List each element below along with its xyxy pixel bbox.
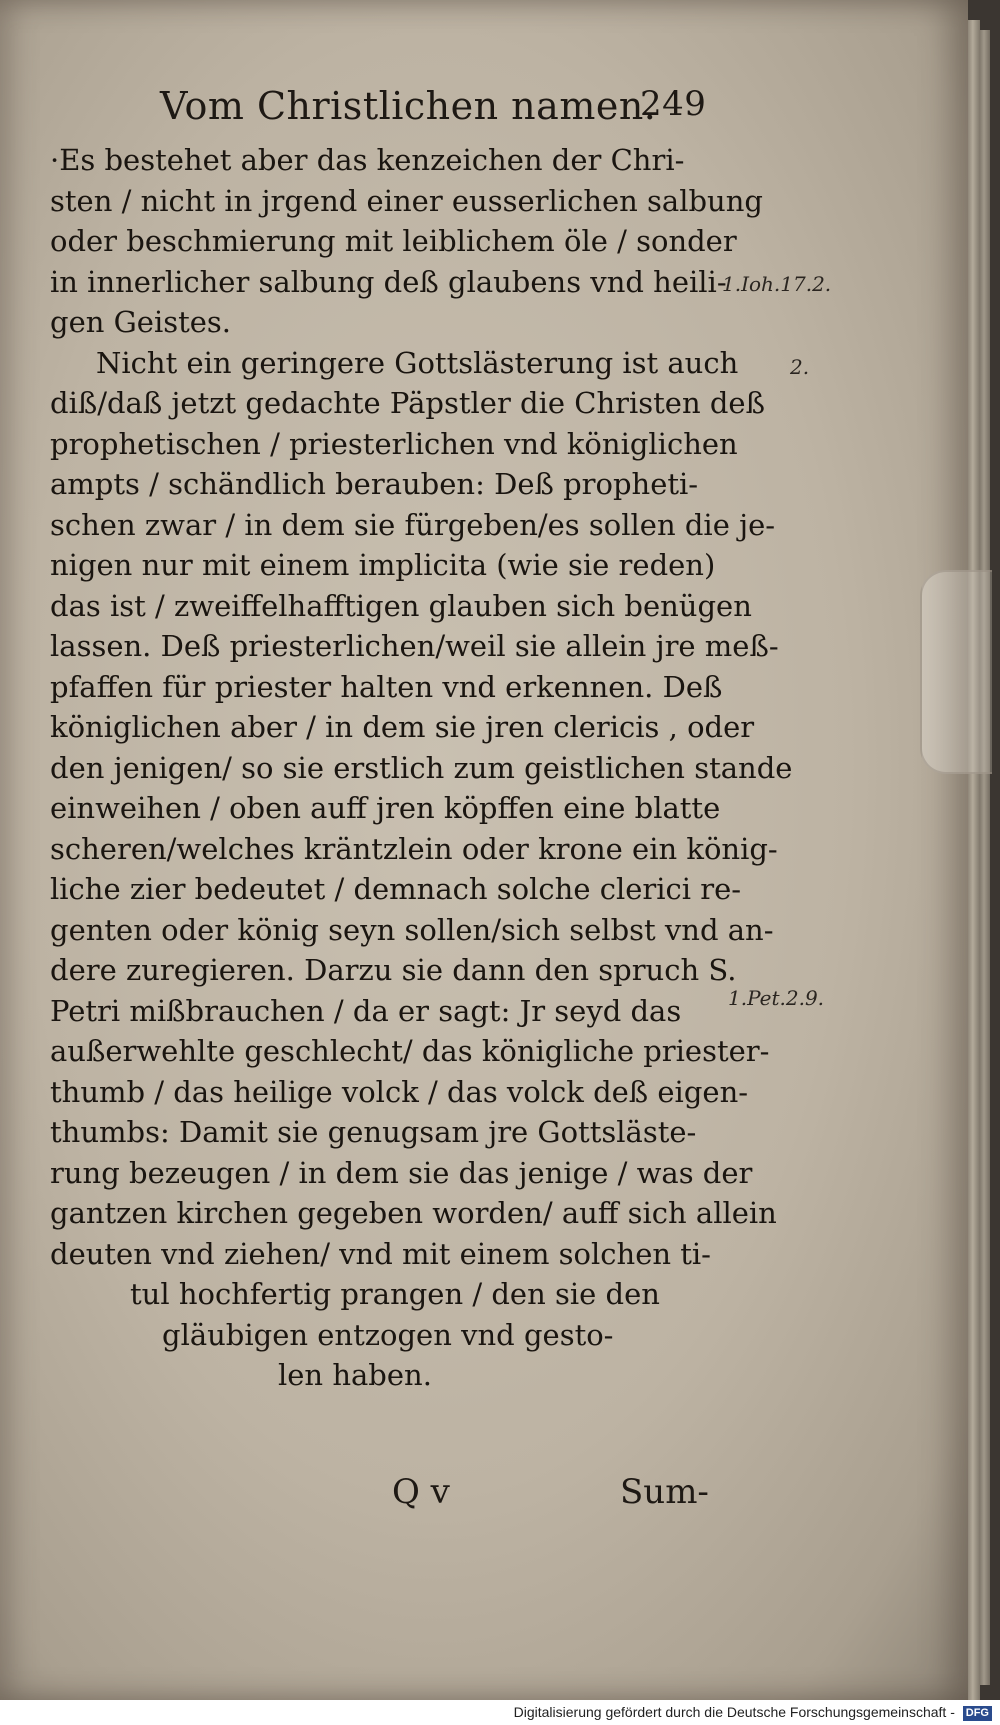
- text-line: königlichen aber / in dem sie jren clericis , oder: [50, 710, 755, 744]
- text-line: thumb / das heilige volck / das volck deß eigen-: [50, 1074, 749, 1109]
- text-line: einweihen / oben auff jren köpffen eine blatte: [50, 791, 721, 825]
- text-line: scheren/welches kräntzlein oder krone ein könig-: [50, 831, 778, 866]
- text-line: ampts / schändlich berauben: Deß propheti-: [50, 467, 699, 501]
- text-line: gantzen kirchen gegeben worden/ auff sich allein: [50, 1196, 777, 1230]
- text-line: deuten vnd ziehen/ vnd mit einem solchen ti-: [50, 1236, 711, 1271]
- digitization-footer: [0, 1700, 1000, 1725]
- page-number: 249: [640, 84, 707, 124]
- catchword: Sum-: [620, 1472, 709, 1512]
- running-header: [160, 84, 720, 128]
- margin-reference: 1.Ioh.17.2.: [722, 272, 832, 296]
- footer-credit: Digitalisierung gefördert durch die Deutsche Forschungsgemeinschaft -: [513, 1704, 955, 1720]
- text-line: genten oder könig seyn sollen/sich selbst vnd an-: [50, 912, 774, 947]
- running-title: Vom Christlichen namen.: [160, 84, 657, 128]
- text-line: Petri mißbrauchen / da er sagt: Jr seyd das: [50, 993, 682, 1028]
- text-line: dere zuregieren. Darzu sie dann den spruch S.: [50, 953, 737, 987]
- text-line: den jenigen/ so sie erstlich zum geistlichen stande: [50, 750, 793, 785]
- margin-reference: 1.Pet.2.9.: [728, 986, 825, 1010]
- margin-number: 2.: [790, 355, 810, 379]
- text-line: prophetischen / priesterlichen vnd königlichen: [50, 426, 738, 461]
- text-line: rung bezeugen / in dem sie das jenige / was der: [50, 1155, 753, 1190]
- text-line: Nicht ein geringere Gottslästerung ist auch: [96, 345, 739, 380]
- text-line: diß/daß jetzt gedachte Päpstler die Christen deß: [50, 386, 765, 420]
- text-line: liche zier bedeutet / demnach solche clerici re-: [50, 872, 742, 906]
- text-line: tul hochfertig prangen / den sie den: [130, 1277, 660, 1311]
- text-line: schen zwar / in dem sie fürgeben/es sollen die je-: [50, 507, 776, 542]
- page-edge: [980, 30, 990, 1685]
- text-line: thumbs: Damit sie genugsam jre Gottsläste-: [50, 1115, 697, 1149]
- page-tab-marker: [920, 570, 992, 774]
- text-line: gen Geistes.: [50, 305, 232, 339]
- text-line: lassen. Deß priesterlichen/weil sie allein jre meß-: [50, 629, 779, 663]
- text-line: gläubigen entzogen vnd gesto-: [162, 1317, 614, 1352]
- text-line: in innerlicher salbung deß glaubens vnd heili-: [50, 264, 727, 299]
- signature-mark: Q v: [392, 1472, 450, 1512]
- text-line: außerwehlte geschlecht/ das königliche priester-: [50, 1034, 770, 1068]
- text-line: pfaffen für priester halten vnd erkennen. Deß: [50, 669, 723, 704]
- text-line: nigen nur mit einem implicita (wie sie reden): [50, 548, 716, 582]
- text-line: len haben.: [278, 1358, 432, 1392]
- text-line: oder beschmierung mit leiblichem öle / sonder: [50, 224, 737, 258]
- text-line: ·Es bestehet aber das kenzeichen der Chri-: [50, 143, 685, 177]
- text-line: sten / nicht in jrgend einer eusserlichen salbung: [50, 183, 763, 218]
- text-line: das ist / zweiffelhafftigen glauben sich benügen: [50, 588, 752, 623]
- page-edge: [968, 20, 980, 1700]
- dfg-logo: DFG: [963, 1706, 992, 1721]
